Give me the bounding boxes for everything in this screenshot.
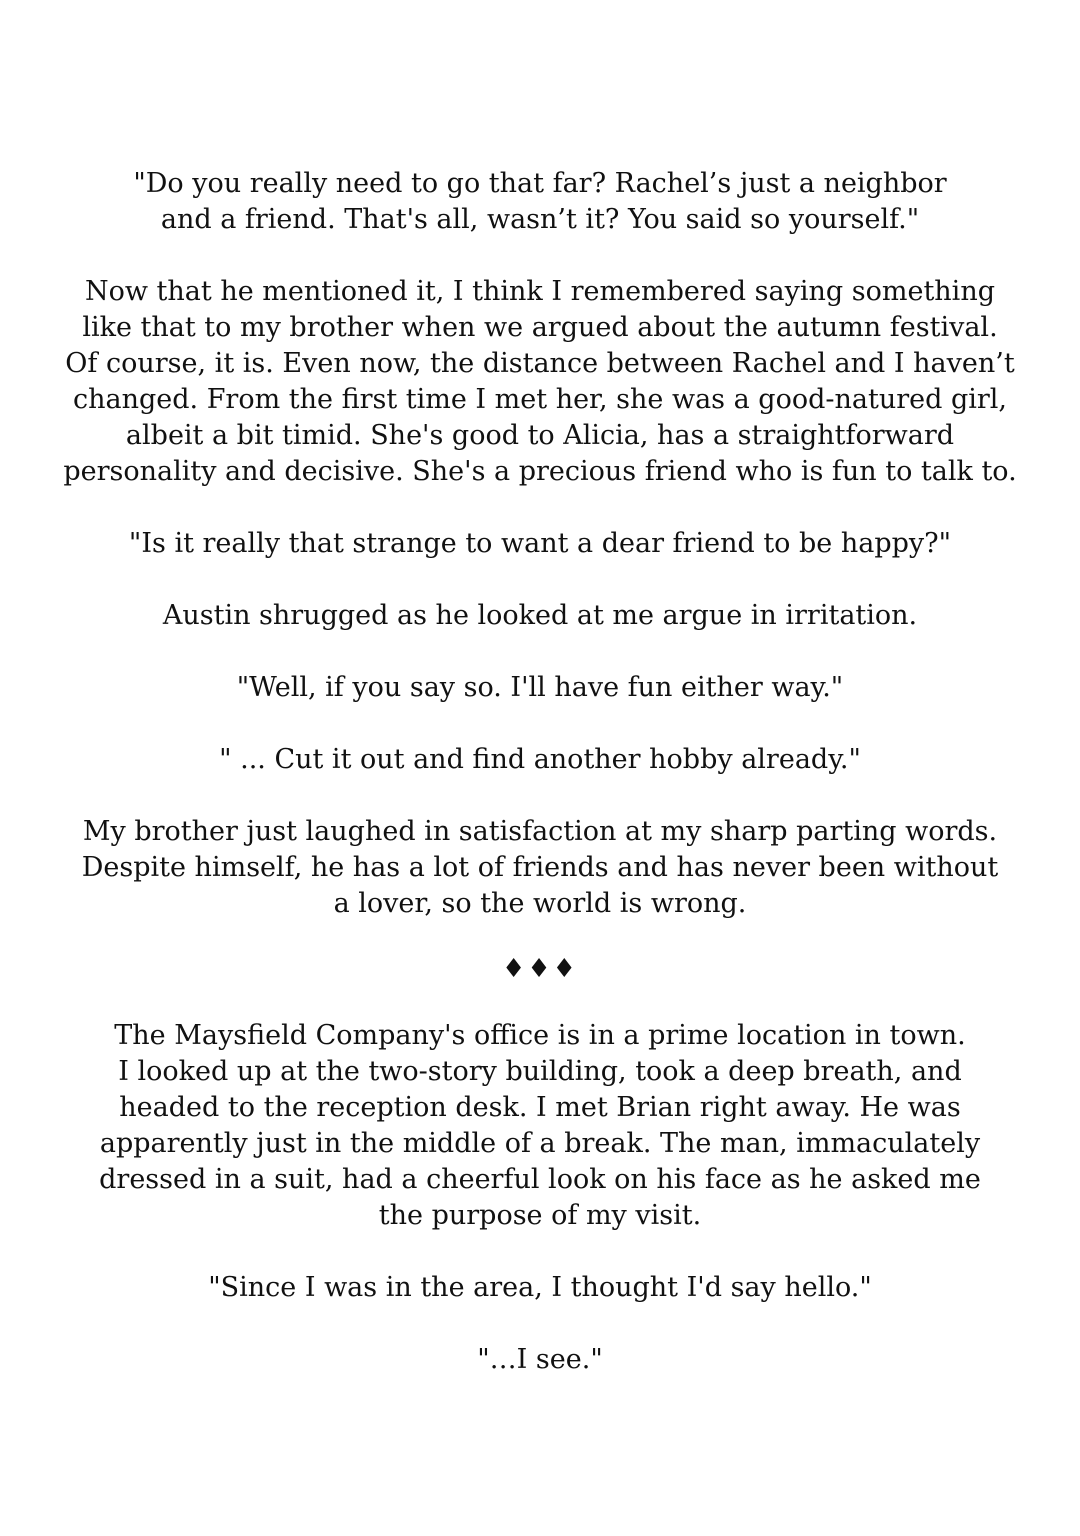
paragraph-line: "Well, if you say so. I'll have fun either way." [236,672,844,703]
paragraph-3 [0,526,1080,562]
paragraph-5 [0,670,1080,706]
paragraph-line: I looked up at the two-story building, took a deep breath, and [118,1056,962,1087]
paragraph-line: changed. From the first time I met her, she was a good-natured girl, [72,384,1008,415]
paragraph-line: dressed in a suit, had a cheerful look on his face as he asked me [99,1164,981,1195]
paragraph-line: "…I see." [477,1344,603,1375]
paragraph-line: albeit a bit timid. She's good to Alicia, has a straightforward [125,420,955,451]
paragraph-line: like that to my brother when we argued about the autumn festival. [82,312,998,343]
paragraph-line: Now that he mentioned it, I think I remembered saying something [84,276,995,307]
paragraph-4 [0,598,1080,634]
paragraph-line: Despite himself, he has a lot of friends and has never been without [81,852,999,883]
paragraph-line: a lover, so the world is wrong. [333,888,747,919]
paragraph-6 [0,742,1080,778]
paragraph-8 [0,1018,1080,1234]
paragraph-line: the purpose of my visit. [378,1200,702,1231]
paragraph-line: Of course, it is. Even now, the distance between Rachel and I haven’t [65,348,1015,379]
paragraph-10 [0,1342,1080,1378]
paragraph-9 [0,1270,1080,1306]
paragraph-line: "Do you really need to go that far? Rachel’s just a neighbor [133,168,947,199]
paragraph-line: "Since I was in the area, I thought I'd say hello." [208,1272,872,1303]
paragraph-line: headed to the reception desk. I met Brian right away. He was [119,1092,961,1123]
paragraph-2 [0,274,1080,490]
paragraph-line: The Maysfield Company's office is in a prime location in town. [114,1020,966,1051]
paragraph-line: My brother just laughed in satisfaction at my sharp parting words. [82,816,998,847]
paragraph-7 [0,814,1080,922]
scene-separator: ♦♦♦ [502,954,578,984]
paragraph-line: "Is it really that strange to want a dear friend to be happy?" [128,528,952,559]
paragraph-1 [0,166,1080,238]
paragraph-line: Austin shrugged as he looked at me argue in irritation. [162,600,918,631]
paragraph-line: personality and decisive. She's a precious friend who is fun to talk to. [63,456,1017,487]
paragraph-line: apparently just in the middle of a break. The man, immaculately [99,1128,981,1159]
paragraph-line: and a friend. That's all, wasn’t it? You said so yourself." [160,204,920,235]
paragraph-line: " ... Cut it out and find another hobby already." [219,744,861,775]
